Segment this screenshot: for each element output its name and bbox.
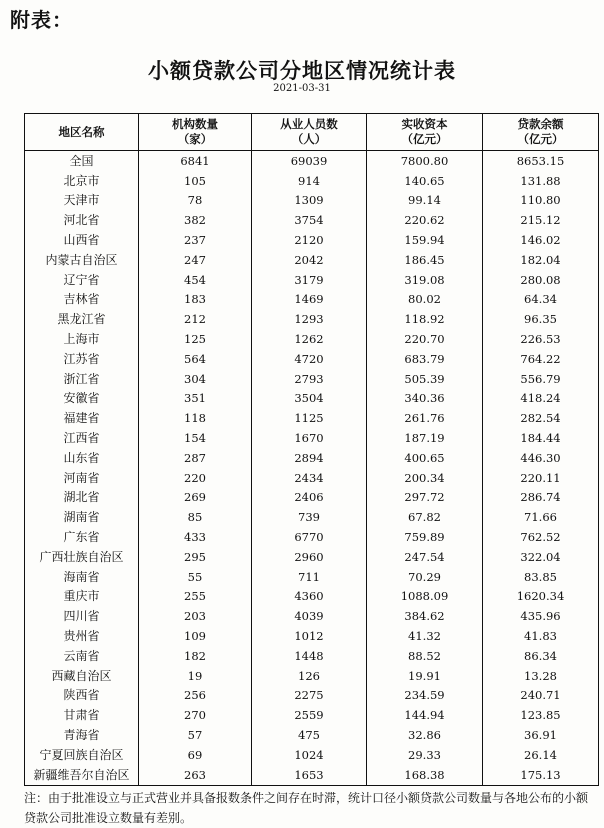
cell-paid-in-capital: 140.65: [367, 171, 483, 191]
cell-paid-in-capital: 759.89: [367, 527, 483, 547]
attachment-label: 附表：: [10, 8, 73, 32]
cell-employees: 2793: [252, 369, 367, 389]
cell-institutions: 454: [139, 270, 252, 290]
cell-loan-balance: 123.85: [483, 705, 599, 725]
table-header-row: [25, 114, 599, 151]
table-row: [25, 606, 599, 626]
cell-employees: 1262: [252, 329, 367, 349]
cell-region: 贵州省: [25, 626, 139, 646]
cell-loan-balance: 86.34: [483, 646, 599, 666]
table-row: [25, 210, 599, 230]
cell-institutions: 212: [139, 309, 252, 329]
cell-employees: 1293: [252, 309, 367, 329]
cell-region: 山西省: [25, 230, 139, 250]
table-row: [25, 329, 599, 349]
column-label: 地区名称: [58, 124, 105, 139]
table-row: [25, 547, 599, 567]
cell-paid-in-capital: 220.70: [367, 329, 483, 349]
cell-region: 河南省: [25, 468, 139, 488]
statistics-table: [24, 113, 599, 786]
column-label: 实收资本: [401, 117, 448, 131]
cell-institutions: 105: [139, 171, 252, 191]
table-row: [25, 191, 599, 211]
cell-institutions: 85: [139, 507, 252, 527]
cell-employees: 2559: [252, 705, 367, 725]
cell-employees: 1670: [252, 428, 367, 448]
cell-loan-balance: 435.96: [483, 606, 599, 626]
cell-employees: 2042: [252, 250, 367, 270]
cell-paid-in-capital: 186.45: [367, 250, 483, 270]
cell-region: 全国: [25, 151, 139, 171]
column-unit: （人）: [291, 132, 327, 146]
cell-employees: 1653: [252, 765, 367, 785]
column-label: 贷款余额: [517, 117, 564, 131]
column-header-institutions: [139, 114, 252, 151]
column-header-paid-in-capital: [367, 114, 483, 151]
table-row: [25, 725, 599, 745]
cell-region: 四川省: [25, 606, 139, 626]
cell-paid-in-capital: 505.39: [367, 369, 483, 389]
cell-employees: 2894: [252, 448, 367, 468]
cell-institutions: 6841: [139, 151, 252, 171]
cell-paid-in-capital: 168.38: [367, 765, 483, 785]
cell-region: 北京市: [25, 171, 139, 191]
cell-region: 西藏自治区: [25, 666, 139, 686]
cell-institutions: 564: [139, 349, 252, 369]
table-row: [25, 567, 599, 587]
cell-institutions: 255: [139, 587, 252, 607]
cell-institutions: 269: [139, 488, 252, 508]
table-row: [25, 488, 599, 508]
table-row: [25, 309, 599, 329]
cell-paid-in-capital: 80.02: [367, 290, 483, 310]
cell-loan-balance: 83.85: [483, 567, 599, 587]
cell-employees: 4360: [252, 587, 367, 607]
cell-institutions: 118: [139, 408, 252, 428]
cell-region: 上海市: [25, 329, 139, 349]
table-row: [25, 171, 599, 191]
footnote: 注：由于批准设立与正式营业并具备报数条件之间存在时滞，统计口径小额贷款公司数量与各地公布的小额贷款公司批准设立数量有差别。: [24, 791, 589, 825]
cell-institutions: 125: [139, 329, 252, 349]
cell-institutions: 183: [139, 290, 252, 310]
cell-loan-balance: 280.08: [483, 270, 599, 290]
cell-institutions: 295: [139, 547, 252, 567]
cell-employees: 1448: [252, 646, 367, 666]
cell-employees: 914: [252, 171, 367, 191]
column-label: 从业人员数: [280, 117, 338, 131]
cell-employees: 6770: [252, 527, 367, 547]
cell-paid-in-capital: 159.94: [367, 230, 483, 250]
table-row: [25, 389, 599, 409]
cell-institutions: 304: [139, 369, 252, 389]
cell-institutions: 247: [139, 250, 252, 270]
cell-institutions: 263: [139, 765, 252, 785]
cell-loan-balance: 110.80: [483, 191, 599, 211]
cell-employees: 2960: [252, 547, 367, 567]
table-row: [25, 527, 599, 547]
cell-loan-balance: 240.71: [483, 686, 599, 706]
cell-region: 湖南省: [25, 507, 139, 527]
cell-loan-balance: 764.22: [483, 349, 599, 369]
table-row: [25, 448, 599, 468]
cell-institutions: 237: [139, 230, 252, 250]
cell-loan-balance: 226.53: [483, 329, 599, 349]
cell-paid-in-capital: 234.59: [367, 686, 483, 706]
cell-paid-in-capital: 118.92: [367, 309, 483, 329]
cell-employees: 475: [252, 725, 367, 745]
table-row: [25, 666, 599, 686]
cell-loan-balance: 71.66: [483, 507, 599, 527]
cell-employees: 1469: [252, 290, 367, 310]
cell-institutions: 256: [139, 686, 252, 706]
table-row: [25, 686, 599, 706]
column-unit: （家）: [177, 132, 213, 146]
cell-employees: 4039: [252, 606, 367, 626]
cell-institutions: 78: [139, 191, 252, 211]
cell-institutions: 69: [139, 745, 252, 765]
cell-paid-in-capital: 144.94: [367, 705, 483, 725]
cell-institutions: 382: [139, 210, 252, 230]
cell-institutions: 109: [139, 626, 252, 646]
cell-paid-in-capital: 319.08: [367, 270, 483, 290]
cell-institutions: 19: [139, 666, 252, 686]
cell-paid-in-capital: 67.82: [367, 507, 483, 527]
table-row: [25, 468, 599, 488]
cell-paid-in-capital: 32.86: [367, 725, 483, 745]
cell-employees: 1024: [252, 745, 367, 765]
table-body: [25, 151, 599, 786]
cell-region: 甘肃省: [25, 705, 139, 725]
cell-paid-in-capital: 220.62: [367, 210, 483, 230]
cell-loan-balance: 175.13: [483, 765, 599, 785]
cell-region: 江西省: [25, 428, 139, 448]
cell-region: 宁夏回族自治区: [25, 745, 139, 765]
cell-loan-balance: 1620.34: [483, 587, 599, 607]
cell-employees: 69039: [252, 151, 367, 171]
cell-region: 重庆市: [25, 587, 139, 607]
cell-region: 浙江省: [25, 369, 139, 389]
cell-region: 安徽省: [25, 389, 139, 409]
cell-loan-balance: 36.91: [483, 725, 599, 745]
column-header-loan-balance: [483, 114, 599, 151]
cell-employees: 2120: [252, 230, 367, 250]
cell-institutions: 203: [139, 606, 252, 626]
cell-employees: 2406: [252, 488, 367, 508]
cell-region: 内蒙古自治区: [25, 250, 139, 270]
cell-paid-in-capital: 187.19: [367, 428, 483, 448]
cell-paid-in-capital: 400.65: [367, 448, 483, 468]
cell-paid-in-capital: 1088.09: [367, 587, 483, 607]
cell-employees: 3179: [252, 270, 367, 290]
cell-region: 湖北省: [25, 488, 139, 508]
cell-loan-balance: 182.04: [483, 250, 599, 270]
cell-institutions: 220: [139, 468, 252, 488]
cell-loan-balance: 26.14: [483, 745, 599, 765]
cell-paid-in-capital: 29.33: [367, 745, 483, 765]
table-row: [25, 270, 599, 290]
cell-loan-balance: 762.52: [483, 527, 599, 547]
cell-loan-balance: 446.30: [483, 448, 599, 468]
cell-region: 海南省: [25, 567, 139, 587]
column-label: 机构数量: [172, 117, 218, 131]
column-header-region: [25, 114, 139, 151]
cell-employees: 1309: [252, 191, 367, 211]
cell-loan-balance: 64.34: [483, 290, 599, 310]
cell-loan-balance: 8653.15: [483, 151, 599, 171]
cell-paid-in-capital: 247.54: [367, 547, 483, 567]
table-row: [25, 151, 599, 171]
cell-region: 新疆维吾尔自治区: [25, 765, 139, 785]
cell-loan-balance: 41.83: [483, 626, 599, 646]
cell-paid-in-capital: 261.76: [367, 408, 483, 428]
cell-loan-balance: 146.02: [483, 230, 599, 250]
cell-institutions: 287: [139, 448, 252, 468]
cell-paid-in-capital: 99.14: [367, 191, 483, 211]
cell-loan-balance: 418.24: [483, 389, 599, 409]
cell-paid-in-capital: 70.29: [367, 567, 483, 587]
cell-region: 福建省: [25, 408, 139, 428]
cell-loan-balance: 215.12: [483, 210, 599, 230]
cell-region: 云南省: [25, 646, 139, 666]
cell-region: 黑龙江省: [25, 309, 139, 329]
cell-paid-in-capital: 384.62: [367, 606, 483, 626]
column-header-employees: [252, 114, 367, 151]
table-row: [25, 646, 599, 666]
cell-paid-in-capital: 200.34: [367, 468, 483, 488]
cell-region: 天津市: [25, 191, 139, 211]
cell-loan-balance: 13.28: [483, 666, 599, 686]
cell-employees: 4720: [252, 349, 367, 369]
table-row: [25, 230, 599, 250]
cell-paid-in-capital: 19.91: [367, 666, 483, 686]
table-row: [25, 369, 599, 389]
cell-institutions: 182: [139, 646, 252, 666]
cell-loan-balance: 322.04: [483, 547, 599, 567]
table-row: [25, 765, 599, 785]
cell-employees: 126: [252, 666, 367, 686]
table-row: [25, 587, 599, 607]
cell-paid-in-capital: 41.32: [367, 626, 483, 646]
cell-loan-balance: 220.11: [483, 468, 599, 488]
column-unit: （亿元）: [517, 132, 564, 146]
cell-region: 广西壮族自治区: [25, 547, 139, 567]
cell-institutions: 55: [139, 567, 252, 587]
cell-region: 陕西省: [25, 686, 139, 706]
cell-region: 辽宁省: [25, 270, 139, 290]
cell-loan-balance: 556.79: [483, 369, 599, 389]
cell-paid-in-capital: 340.36: [367, 389, 483, 409]
table-row: [25, 428, 599, 448]
cell-employees: 2434: [252, 468, 367, 488]
cell-paid-in-capital: 297.72: [367, 488, 483, 508]
cell-loan-balance: 282.54: [483, 408, 599, 428]
table-row: [25, 250, 599, 270]
cell-region: 山东省: [25, 448, 139, 468]
cell-region: 广东省: [25, 527, 139, 547]
cell-region: 江苏省: [25, 349, 139, 369]
cell-employees: 3504: [252, 389, 367, 409]
cell-employees: 1012: [252, 626, 367, 646]
table-title: 小额贷款公司分地区情况统计表: [148, 59, 456, 83]
cell-institutions: 270: [139, 705, 252, 725]
cell-loan-balance: 131.88: [483, 171, 599, 191]
cell-loan-balance: 286.74: [483, 488, 599, 508]
cell-paid-in-capital: 88.52: [367, 646, 483, 666]
cell-employees: 739: [252, 507, 367, 527]
table-row: [25, 705, 599, 725]
cell-loan-balance: 184.44: [483, 428, 599, 448]
cell-region: 吉林省: [25, 290, 139, 310]
cell-loan-balance: 96.35: [483, 309, 599, 329]
cell-institutions: 351: [139, 389, 252, 409]
cell-institutions: 433: [139, 527, 252, 547]
cell-employees: 2275: [252, 686, 367, 706]
cell-region: 青海省: [25, 725, 139, 745]
table-row: [25, 745, 599, 765]
cell-employees: 1125: [252, 408, 367, 428]
cell-institutions: 57: [139, 725, 252, 745]
table-row: [25, 290, 599, 310]
cell-employees: 3754: [252, 210, 367, 230]
cell-employees: 711: [252, 567, 367, 587]
table-row: [25, 507, 599, 527]
report-date: 2021-03-31: [273, 83, 331, 94]
table-row: [25, 626, 599, 646]
table-row: [25, 408, 599, 428]
cell-region: 河北省: [25, 210, 139, 230]
column-unit: （亿元）: [401, 132, 448, 146]
cell-paid-in-capital: 683.79: [367, 349, 483, 369]
cell-paid-in-capital: 7800.80: [367, 151, 483, 171]
cell-institutions: 154: [139, 428, 252, 448]
table-row: [25, 349, 599, 369]
